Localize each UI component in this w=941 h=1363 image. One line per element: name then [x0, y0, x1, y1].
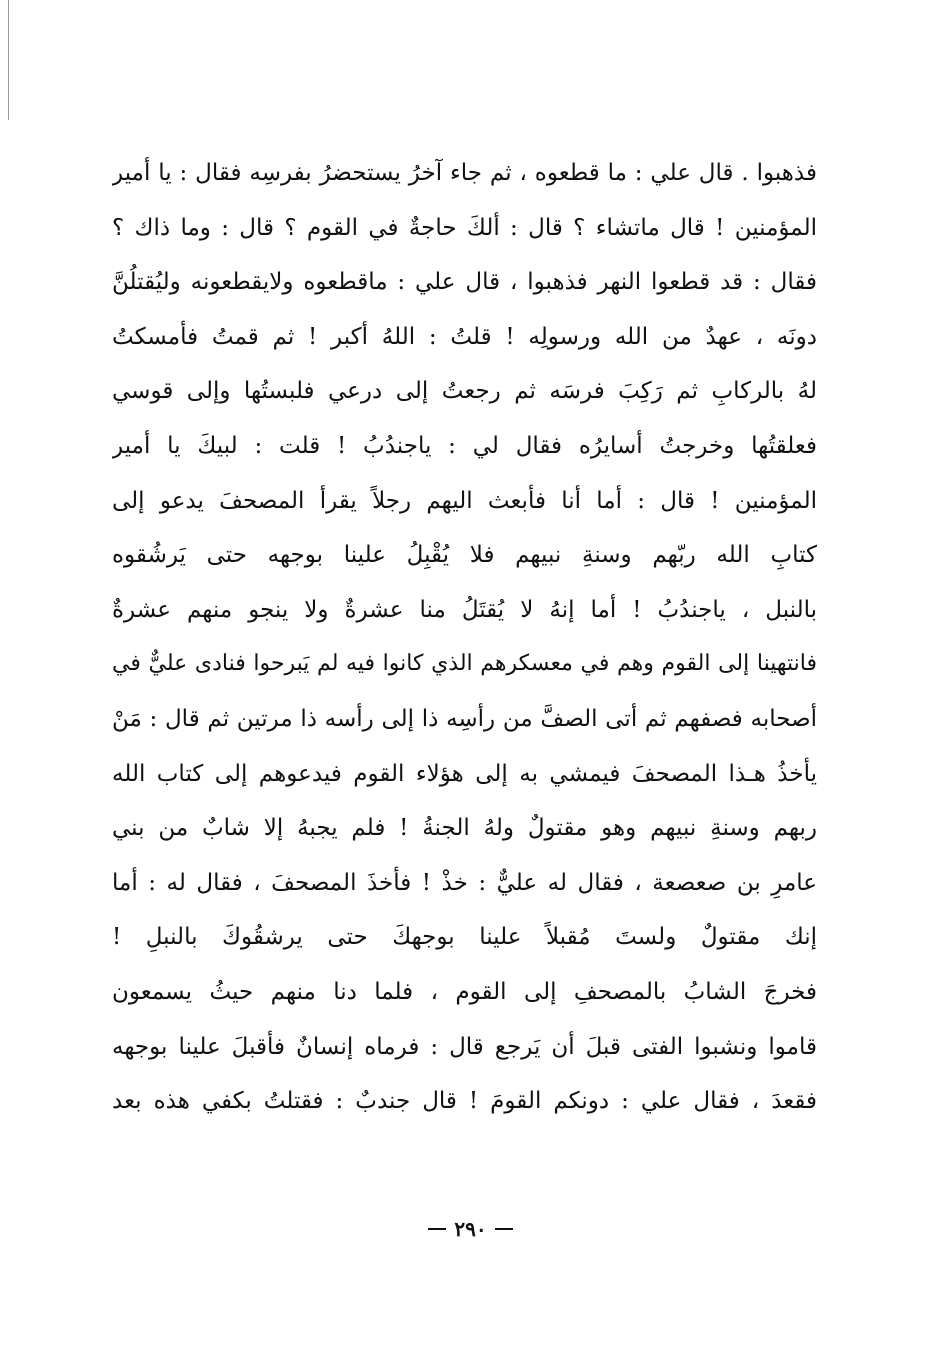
footer-dash-left: [428, 1228, 446, 1230]
text-line-2: المؤمنين ! قال ماتشاء ؟ قال : ألكَ حاجةٌ في القوم ؟ قال : وما ذاك ؟: [112, 214, 817, 241]
text-line-16: فخرجَ الشابُ بالمصحفِ إلى القوم ، فلما دنا منهم حيثُ يسمعون: [112, 978, 817, 1005]
text-line-18: فقعدَ ، فقال علي : دونكم القومَ ! قال جندبٌ : فقتلتُ بكفي هذه بعد: [112, 1088, 817, 1115]
body-text: [112, 146, 817, 1129]
text-line-1: فذهبوا . قال علي : ما قطعوه ، ثم جاء آخرُ يستحضرُ بفرسِه فقال : يا أمير: [112, 160, 817, 186]
text-line-4: دونَه ، عهدٌ من الله ورسولِه ! قلتُ : اللهُ أكبر ! ثم قمتُ فأمسكتُ: [112, 323, 817, 350]
scan-edge-line: [8, 0, 9, 120]
text-line-6: فعلقتُها وخرجتُ أسايرُه فقال لي : ياجندُبُ ! قلت : لبيكَ يا أمير: [112, 432, 817, 459]
text-line-17: قاموا ونشبوا الفتى قبلَ أن يَرجع قال : فرماه إنسانٌ فأقبلَ علينا بوجهه: [112, 1033, 817, 1060]
text-line-7: المؤمنين ! قال : أما أنا فأبعث اليهم رجلاً يقرأ المصحفَ يدعو إلى: [112, 487, 817, 514]
text-line-11: أصحابه فصفهم ثم أتى الصفَّ من رأسِه ذا إلى رأسه ذا مرتين ثم قال : مَنْ: [112, 705, 817, 732]
text-line-13: ربهم وسنةِ نبيهم وهو مقتولٌ ولهُ الجنةُ ! فلم يجبهُ إلا شابٌ من بني: [112, 815, 817, 842]
text-line-12: يأخذُ هـذا المصحفَ فيمشي به إلى هؤلاء القوم فيدعوهم إلى كتاب الله: [112, 760, 817, 787]
text-line-14: عامرِ بن صعصعة ، فقال له عليٌّ : خذْ ! فأخذَ المصحفَ ، فقال له : أما: [112, 869, 817, 896]
text-line-5: لهُ بالركابِ ثم رَكِبَ فرسَه ثم رجعتُ إلى درعي فلبستُها وإلى قوسي: [112, 378, 817, 405]
footer-dash-right: [495, 1228, 513, 1230]
page-number: ٢٩٠: [454, 1217, 487, 1241]
text-line-9: بالنبل ، ياجندُبُ ! أما إنهُ لا يُقتَلُ منا عشرةٌ ولا ينجو منهم عشرةٌ: [112, 596, 817, 623]
text-line-8: كتابِ الله ربّهم وسنةِ نبيهم فلا يُقْبِلُ علينا بوجهه حتى يَرشُقوه: [112, 542, 817, 569]
page-footer: [0, 1214, 941, 1244]
text-line-15: إنك مقتولٌ ولستَ مُقبلاً علينا بوجهكَ حتى يرشقُوكَ بالنبلِ !: [112, 924, 817, 951]
text-line-3: فقال : قد قطعوا النهر فذهبوا ، قال علي : ماقطعوه ولايقطعونه وليُقتلُنَّ: [112, 269, 817, 296]
text-line-10: فانتهينا إلى القوم وهم في معسكرهم الذي كانوا فيه لم يَبرحوا فنادى عليٌّ في: [112, 651, 817, 677]
